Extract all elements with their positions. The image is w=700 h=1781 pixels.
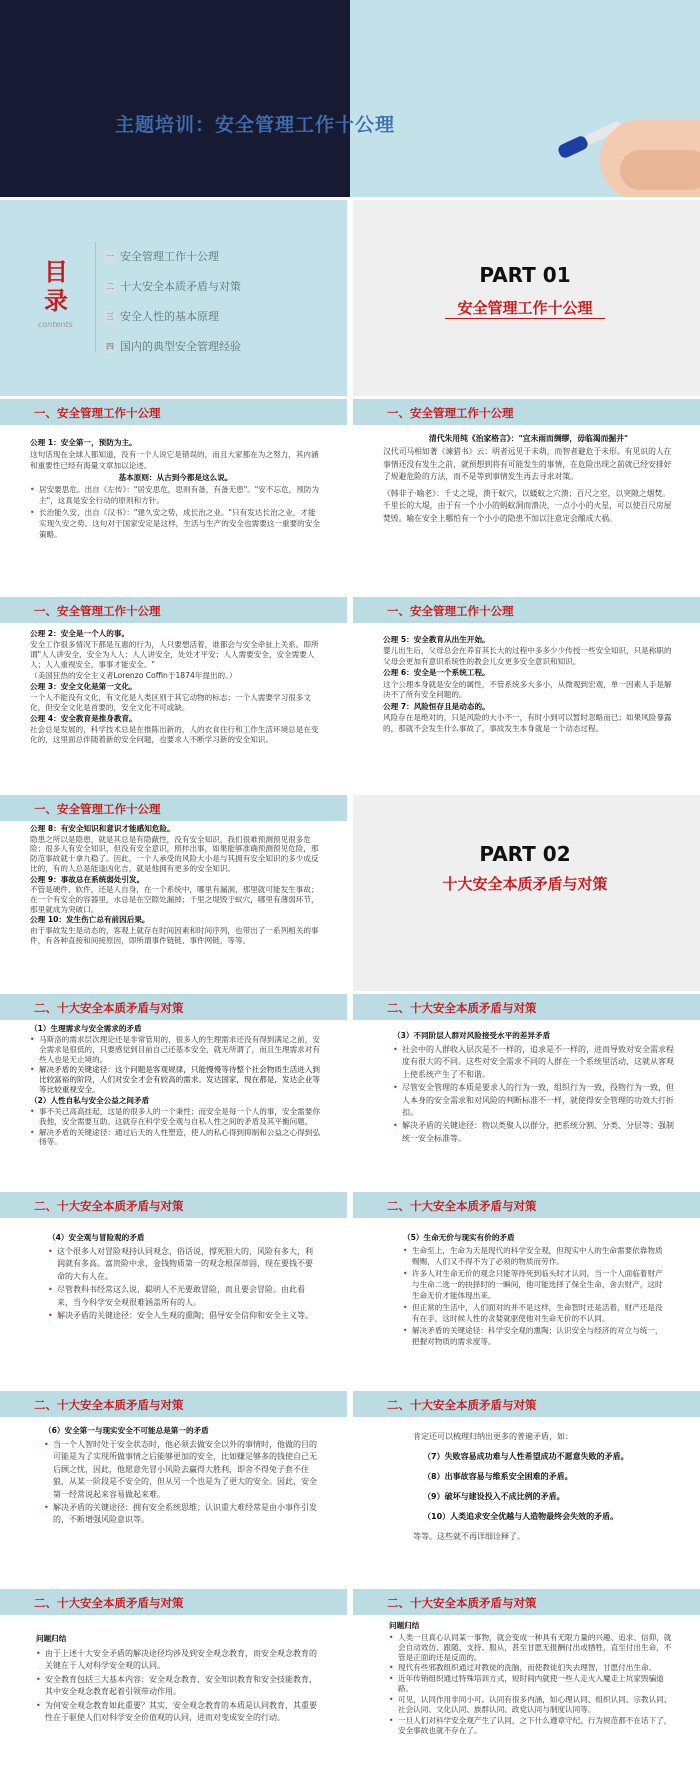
paragraph: 安全工作很多情况下都是互惠的行为，人只要想活着，谁都会与安全牵扯上关系。即所谓"人人讲安全，安全为人人；人人讲安全，处处才平安；人人需要安全，安全需要人人；人人重视安全，事事才能安全。" [30, 640, 319, 670]
list-item: • 这个很多人对冒险观持认同观念，俗话说，撑死胆大的，风险有多大，利润就有多高。富贵险中求，金钱物质第一的观念根深蒂固，现在要钱不要命的大有人在。 [48, 1246, 313, 1283]
paragraph: 婴儿出生后，父母总会在养育其长大的过程中多多少少传授一些安全知识，只是称职的父母会更加有意识系统性的教会儿女更多安全意识和知识。 [383, 646, 672, 666]
section-header: 二、十大安全本质矛盾与对策 [387, 1001, 537, 1015]
list-item: • 人类一旦真心认同某一事物，就会变成一种具有无限力量的兴趣、追求、信仰，就会自动效仿、跟随、支持、服从，甚至甘愿无报酬付出或牺牲，直至付出生命，不管是正面的还是反面的。 [389, 1633, 674, 1663]
conflict-title: （1）生理需求与安全需求的矛盾 [30, 1024, 142, 1033]
conflict-title: （2）人性自私与安全公益之间矛盾 [30, 1096, 150, 1106]
list-item: • 居安要思危。出自《左传》："居安思危，思则有备，有备无患"。"安不忘危，预防为主"，这真是安全行动的原则和方针。 [30, 484, 321, 506]
summary-title: 问题归结 [389, 1621, 420, 1630]
list-item: • 解决矛盾的关键途径：这个问题是客观规律，只能慢慢等待整个社会物质生活进入到比较富裕的阶段，人们对安全才会有较高的需求。发达国家，现在都是，发达企业等等比较重视安全。 [30, 1065, 321, 1095]
list-item: • 解决矛盾的关键途径：拥有安全系统思维；认识重大难经常是由小事件引发的，不断增强风险意识等。 [44, 1502, 317, 1527]
cover-title: 主题培训：安全管理工作十公理 [115, 114, 396, 136]
list-item: • 事不关己高高挂起，这是的很多人的一个秉性；而安全是每一个人的事，安全需要你我他，安全需要互助。这就存在科学安全观与自私人性之间的矛盾及其平衡问题。 [30, 1107, 321, 1127]
conflict-title: （6）安全第一与现实安全不可能总是第一的矛盾 [44, 1426, 209, 1435]
toc-item-1[interactable]: 一 安全管理工作十公理 [106, 250, 219, 263]
cover-dark-panel [0, 0, 350, 197]
toc-divider [95, 242, 96, 352]
part1-heading: PART 01 [479, 263, 571, 287]
part1-underline [445, 318, 605, 319]
axiom-title: 公理 1：安全第一，预防为主。 [30, 438, 137, 447]
slide-conflict-6 [0, 1391, 347, 1586]
toc-item-3[interactable]: 三 安全人性的基本原理 [106, 310, 219, 323]
list-item: • 尽管安全管理的本质是要求人的行为一致，组织行为一致，役物行为一致，但人本身的安全需求和对风险的判断标准不一样，就使得安全管理的功效大打折扣。 [393, 1082, 674, 1119]
slide-summary-2 [353, 1589, 700, 1781]
toc-item-4[interactable]: 四 国内的典型安全管理经验 [106, 340, 241, 353]
principle-title: 基本原则：从古到今都是这么说。 [118, 473, 233, 482]
paragraph: （美国狂热的安全主义者Lorenzo Coffin于1874年提出的。） [30, 671, 237, 681]
conflict-item: （10）人类追求安全优越与人造物最终会失效的矛盾。 [423, 1512, 619, 1521]
conflict-item: （7）失败容易成功难与人性希望成功不愿意失败的矛盾。 [423, 1452, 629, 1461]
section-header: 一、安全管理工作十公理 [34, 604, 161, 618]
axiom-title: 公理 6：安全是一个系统工程。 [383, 668, 490, 678]
list-item: • 由于上述十大安全矛盾的解决途径均涉及到安全观念教育，而安全观念教育的关键在于人对科学安全观的认同。 [36, 1648, 317, 1673]
paragraph: 由于事故发生是动态的，客观上就存在时间因素和时间序列，也带出了一系列相关的事件，有各种直接和间接原因，即所谓事件链链、事件网链，等等。 [30, 926, 319, 945]
slide-quotes [353, 399, 700, 594]
paragraph: 汉代司马相如著《谏猎书》云：明者远见于未萌，而智者避危于未形。有见识的人在事情还没有发生之前，就预想到将有可能发生的事情，在危险出现之前就已经安排好了规避危险的方法，而不是等到事情发生再去寻求对策。 [383, 447, 672, 482]
section-header: 二、十大安全本质矛盾与对策 [34, 1596, 184, 1610]
conflict-title: （4）安全观与冒险观的矛盾 [48, 1233, 145, 1242]
paragraph: 风险存在是绝对的，只是风险的大小不一，有时小到可以暂时忽略而已；如果风险暴露的，那就不会发生什么事故了，事故发生本身就是一个动态过程。 [383, 713, 672, 733]
section-header: 一、安全管理工作十公理 [387, 604, 514, 618]
list-item: • 长治能久安，出自《汉书》："建久安之势，成长治之业。"只有发达长治之业，才能实现久安之势。这句对于国家安定是这样，生活与生产的安全也需要这一重要的安全策略。 [30, 507, 321, 540]
section-header: 一、安全管理工作十公理 [387, 406, 514, 420]
paragraph: 这个公理本身就是安全的属性，不管系统多大多小，从微观到宏观，单一因素人手是解决不了所有安全问题的。 [383, 679, 672, 700]
axiom-title: 公理 4：安全教育是推身教育。 [30, 714, 137, 724]
list-item: • 近年传销组织通过特殊培训方式，短时间内就使一些人走火入魔走上坑家毁骗道路。 [389, 1674, 674, 1694]
section-header: 二、十大安全本质矛盾与对策 [387, 1596, 537, 1610]
slide-conflicts-1-2 [0, 994, 347, 1189]
axiom-title: 公理 2：安全是一个人的事。 [30, 629, 130, 638]
axiom-title: 公理 8：有安全知识和意识才能感知危险。 [30, 824, 175, 833]
list-item: • 生命至上，生命为天是现代的科学安全观，但现实中人的生命需要依靠物质赐赐，人们又不得不为了必须的物质而劳作。 [403, 1245, 664, 1267]
list-item: • 为何安全观念教育如此重要？其实，安全观念教育的本质是认同教育，其重要性在于驱使人们对科学安全价值观的认同，进而对变成安全的行动。 [36, 1700, 317, 1725]
slide-conflicts-7-10 [353, 1391, 700, 1586]
part1-subtitle: 安全管理工作十公理 [457, 299, 593, 317]
section-header: 二、十大安全本质矛盾与对策 [34, 1199, 184, 1213]
hand-finger-icon [620, 150, 700, 190]
slide-summary-1 [0, 1589, 347, 1781]
paragraph: 肯定还可以梳理归纳出更多的普遍矛盾，如： [413, 1432, 573, 1441]
slide-conflict-3 [353, 994, 700, 1189]
toc-item-2[interactable]: 二 十大安全本质矛盾与对策 [106, 280, 241, 293]
quote-title: 清代朱用纯《治家格言》："宜未雨而绸缪，毋临渴而掘井" [428, 434, 629, 443]
list-item: • 解决矛盾的关键途径：物以类聚人以群分，把系统分割、分类、分层等；强制统一安全标准等。 [393, 1120, 674, 1145]
list-item: • 马斯洛的需求层次理论还是非常管用的，很多人的生理需求还没有得到满足之前，安全需求是很低的，只要感觉到目前自己还基本安全，就无所谓了，而且生理需求对有些人也是无止境的。 [30, 1035, 321, 1065]
list-item: • 解决矛盾的关键途径：科学安全观的熏陶；认识安全与经济的对立与统一，把握对物质的需求度等。 [403, 1325, 664, 1347]
conflict-title: （5）生命无价与现实有价的矛盾 [403, 1233, 515, 1242]
axiom-title: 公理 7：风险恒存且是动态的。 [383, 701, 490, 711]
conflict-item: （8）出事故容易与维系安全困难的矛盾。 [423, 1472, 573, 1481]
slide-axioms-2-4 [0, 597, 347, 792]
list-item: • 社会中的人群收入层次是不一样的，追求是不一样的，进而导致对安全需求程度有很大的不同。这些对安全需求不同的人群在一个系统里活动，这就从客观上使系统产生了不和谐。 [393, 1044, 674, 1081]
part2-subtitle: 十大安全本质矛盾与对策 [442, 875, 608, 893]
section-header: 二、十大安全本质矛盾与对策 [34, 1001, 184, 1015]
list-item: • 尽管教科书经常这么说，聪明人不光要敢冒险，而且要会冒险。由此看来，当今科学安全观很难涵盖所有的人。 [48, 1284, 313, 1309]
paragraph: 社会总是发展的，科学技术总是在推陈出新的，人的衣食住行和工作生活环境总是在变化的，这里面总伴随着新的安全问题，也要求人不断学习新的安全知识。 [30, 725, 319, 745]
section-header: 二、十大安全本质矛盾与对策 [34, 1398, 184, 1412]
axiom-title: 公理 3：安全文化是第一文化。 [30, 682, 137, 692]
summary-title: 问题归结 [36, 1634, 67, 1643]
slide-axiom-1 [0, 399, 347, 594]
axiom-title: 公理 9：事故总在系统弱处引发。 [30, 874, 145, 884]
slide-conflict-5 [353, 1192, 700, 1388]
slide-axioms-5-7 [353, 597, 700, 792]
list-item: • 一旦人们对科学安全观产生了认同，之下什么遵章守纪、行为规范都不在话下了，安全事故也就不存在了。 [389, 1716, 674, 1736]
axiom-title: 公理 5：安全教育从出生开始。 [383, 635, 490, 644]
paragraph: 等等。这些就不再详细诠释了。 [413, 1532, 525, 1541]
section-header: 二、十大安全本质矛盾与对策 [387, 1398, 537, 1412]
axiom-title: 公理 10：发生伤亡总有前因后果。 [30, 915, 150, 925]
list-item: • 但正常的生活中，人们面对的并不是这样，生命智时还是活着，财产还是没有在手，这时候人性的贪婪就驱使他对生命无价的不认同。 [403, 1302, 664, 1324]
list-item: • 许多人对生命无价的观念只能等待死到临头时才认同，当一个人面临着财产与生命二选一的抉择时的一瞬间，他可能选择了保全生命，舍去财产，这时生命无价才能体现出来。 [403, 1268, 664, 1301]
slide-axioms-8-10 [0, 795, 347, 991]
list-item: • 可见，认同作用非同小可。认同有很多内涵，如心理认同、组织认同、宗教认同、社会认同、文化认同、族群认同、政党认同与制度认同等。 [389, 1695, 674, 1715]
slide-conflict-4 [0, 1192, 347, 1388]
paragraph: 这句话现在全球人都知道，没有一个人说它是错误的，而且大家都在为之努力，其内涵和重要性已经有海量文章加以论述。 [30, 450, 319, 470]
section-header: 一、安全管理工作十公理 [34, 802, 161, 816]
list-item: • 现代有些邪教组织通过对教徒的洗脑，而使教徒们失去理智，甘愿付出生命。 [389, 1663, 674, 1673]
paragraph: 一个人不能没有文化，有文化是人类区别于其它动物的标志；一个人需要学习很多文化，但安全文化是首要的，安全文化不可或缺。 [30, 693, 311, 713]
list-item: • 安全教育包括三大基本内容：安全观念教育、安全知识教育和安全技能教育，其中安全观念教育起着引领带动作用。 [36, 1674, 317, 1699]
paragraph: 《韩非子·喻老》：千丈之堤，溃于蚁穴，以蝼蚁之穴溃；百尺之室，以突隙之烟焚。千里长的大堤，由于有一个小小的蚂蚁洞而溃决，一点小小的火星，可以使百尺房屋焚毁。喻在安全上哪怕有一个小小的隐患不加以注意定会酿成大祸。 [383, 488, 672, 523]
conflict-title: （3）不同阶层人群对风险接受水平的差异矛盾 [393, 1031, 551, 1040]
list-item: • 当一个人智时处于安全状态时，他必须去做安全以外的事情时，他做的目的可能是为了实现所做事情之后能够更加的安全，比如赚足够多的钱使自己无后顾之忧，因此，他愿意先冒小风险去赢得大胜利，即舍不得兔子套不住狼，从某一阶段是不安全的，但从另一个也是为了更大的安全。因此，安全第一经常说起来容易做起来难。 [44, 1439, 317, 1501]
cover-slide [0, 0, 700, 197]
conflict-item: （9）破坏与建设投入不成比例的矛盾。 [423, 1492, 565, 1501]
paragraph: 隐患之所以是隐患，就是其总是有隐蔽性，没有安全知识，我们很难预测预见很多危险；很多人有安全知识，但没有安全意识，照样出事，如果能够准确预测预见危险，那防范事故就十拿九稳了。因此，一个人承受的风险大小是与其拥有安全知识的多少成反比的，有的人总是能逢凶化吉，就是他拥有更多的安全知识。 [30, 834, 319, 873]
section-header: 一、安全管理工作十公理 [34, 406, 161, 420]
toc-title: 目录 [44, 258, 68, 315]
list-item: • 解决矛盾的关键途径：安全人生观的熏陶；倡导安全信仰和安全主义等。 [48, 1310, 313, 1322]
section-header: 二、十大安全本质矛盾与对策 [387, 1199, 537, 1213]
list-item: • 解决矛盾的关键途径：通过后天的人性塑造，使人的私心得到抑制和公益之心得到弘扬等。 [30, 1128, 321, 1148]
paragraph: 不管是硬件、软件，还是人自身，在一个系统中，哪里有漏洞，那里就可能发生事故；在一个有安全的容器里，水总是在空隙处漏掉；千里之堤毁于蚁穴，哪里有薄弱环节，那里就成为突破口。 [30, 885, 319, 914]
toc-subtitle: contents [38, 320, 73, 329]
part2-heading: PART 02 [479, 842, 571, 866]
